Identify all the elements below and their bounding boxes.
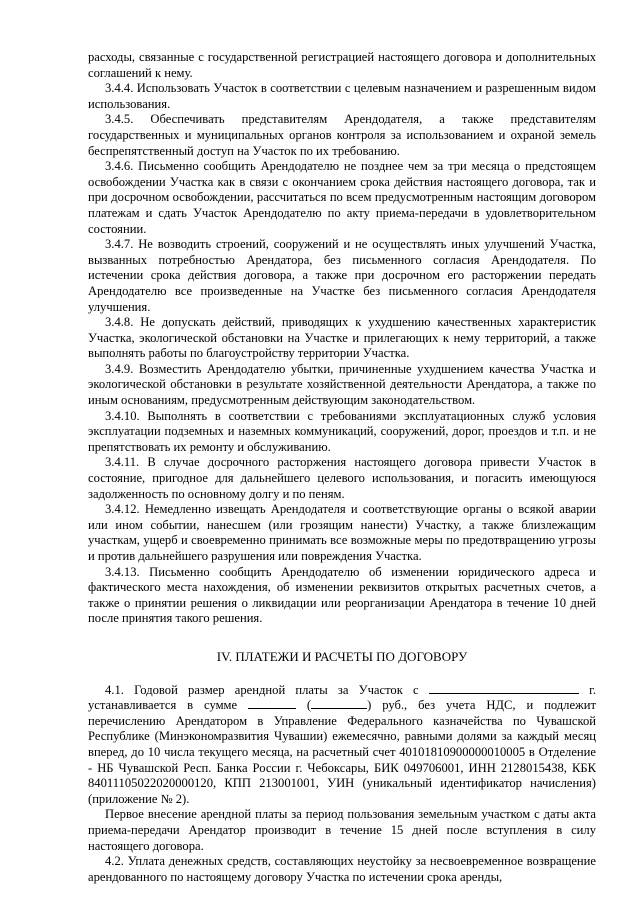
clause-3-4-6: 3.4.6. Письменно сообщить Арендодателю не позднее чем за три месяца о предстоящем освобождении Участка как в связи с окончанием срока действия настоящего договора, так и при досрочном освобождении, рассчитаться по всем предусмотренным настоящим договором платежам и сдать Участок Арендодателю по акту приема-передачи в удовлетворительном состоянии. xyxy=(88,159,596,236)
blank-amount-words-field xyxy=(311,698,367,709)
clause-3-4-12: 3.4.12. Немедленно извещать Арендодателя и соответствующие органы о всякой аварии или ином событии, нанесшем (или грозящим нанести) Участку, а также близлежащим участкам, ущерб и своевременно принимать все возможные меры по предотвращению угрозы и против дальнейшего разрушения или повреждения Участка. xyxy=(88,502,596,563)
clause-3-4-10: 3.4.10. Выполнять в соответствии с требованиями эксплуатационных служб условия эксплуатации подземных и наземных коммуникаций, сооружений, дорог, проездов и т.п. и не препятствовать их ремонту и обслуживанию. xyxy=(88,408,596,454)
paragraph-fragment: расходы, связанные с государственной регистрацией настоящего договора и дополнительных соглашений к нему. xyxy=(88,50,596,80)
clause-4-1-part-d: ) руб., без учета НДС, и подлежит перечислению Арендатором в Управление Федерального казначейства по Чувашской Республике (Минэкономразвития Чувашии) ежемесячно, равными долями за каждый месяц вперед, до 10 числа текущего месяца, на расчетный счет 40101810900000010005 в Отделение - НБ Чувашской Респ. Банка России г. Чебоксары, БИК 049706001, ИНН 2128015438, КБК 84011105022020000120, КПП 213001001, УИН (уникальный идентификатор начисления) (приложение № 2). xyxy=(88,698,596,806)
clause-3-4-13: 3.4.13. Письменно сообщить Арендодателю об изменении юридического адреса и фактического места нахождения, об изменении реквизитов открытых расчетных счетов, а также о принятии решения о ликвидации или реорганизации Арендатора в течение 10 дней после принятия такого решения. xyxy=(88,564,596,626)
clause-4-1-part-b: г. устанавливается в сумме xyxy=(88,682,596,713)
clause-3-4-11: 3.4.11. В случае досрочного расторжения настоящего договора привести Участок в состояние, пригодное для дальнейшего целевого использования, и погасить имеющуюся задолженность по основному долгу и по пеням. xyxy=(88,455,596,501)
clause-4-1-part-c: ( xyxy=(306,698,312,713)
clause-3-4-9: 3.4.9. Возместить Арендодателю убытки, причиненные ухудшением качества Участка и экологической обстановки в результате хозяйственной деятельности Арендатора, а также по иным основаниям, предусмотренным действующим законодательством. xyxy=(88,361,596,408)
clause-3-4-5: 3.4.5. Обеспечивать представителям Арендодателя, а также представителям государственных и муниципальных органов контроля за использованием и охраной земель беспрепятственный доступ на Участок по их требованию. xyxy=(88,112,596,158)
clause-3-4-7: 3.4.7. Не возводить строений, сооружений и не осуществлять иных улучшений Участка, вызванных потребностью Арендатора, без письменного согласия Арендодателя. По истечении срока действия договора, а также при досрочном его расторжении передать Арендодателю все произведенные на Участке без письменного согласия Арендодателя улучшения. xyxy=(88,237,596,314)
section-heading: IV. ПЛАТЕЖИ И РАСЧЕТЫ ПО ДОГОВОРУ xyxy=(216,648,468,664)
first-payment-paragraph: Первое внесение арендной платы за период пользования земельным участком с даты акта приема-передачи Арендатор производит в течение 15 дней после вступления в силу настоящего договора. xyxy=(88,807,596,853)
clause-4-1-part-a: 4.1. Годовой размер арендной платы за Участок с xyxy=(105,682,419,697)
blank-date-field xyxy=(429,683,579,694)
clause-4-2: 4.2. Уплата денежных средств, составляющих неустойку за несвоевременное возвращение арендованного по настоящему договору Участка по истечении срока аренды, xyxy=(88,854,596,884)
clause-3-4-8: 3.4.8. Не допускать действий, приводящих к ухудшению качественных характеристик Участка, экологической обстановки на Участке и прилегающих к нему территорий, а также выполнять работы по благоустройству территории Участка. xyxy=(88,315,596,361)
document-page xyxy=(88,50,596,885)
clause-4-1 xyxy=(88,683,596,808)
clause-3-4-4: 3.4.4. Использовать Участок в соответствии с целевым назначением и разрешенным видом использования. xyxy=(88,81,596,111)
blank-amount-field xyxy=(248,698,296,709)
